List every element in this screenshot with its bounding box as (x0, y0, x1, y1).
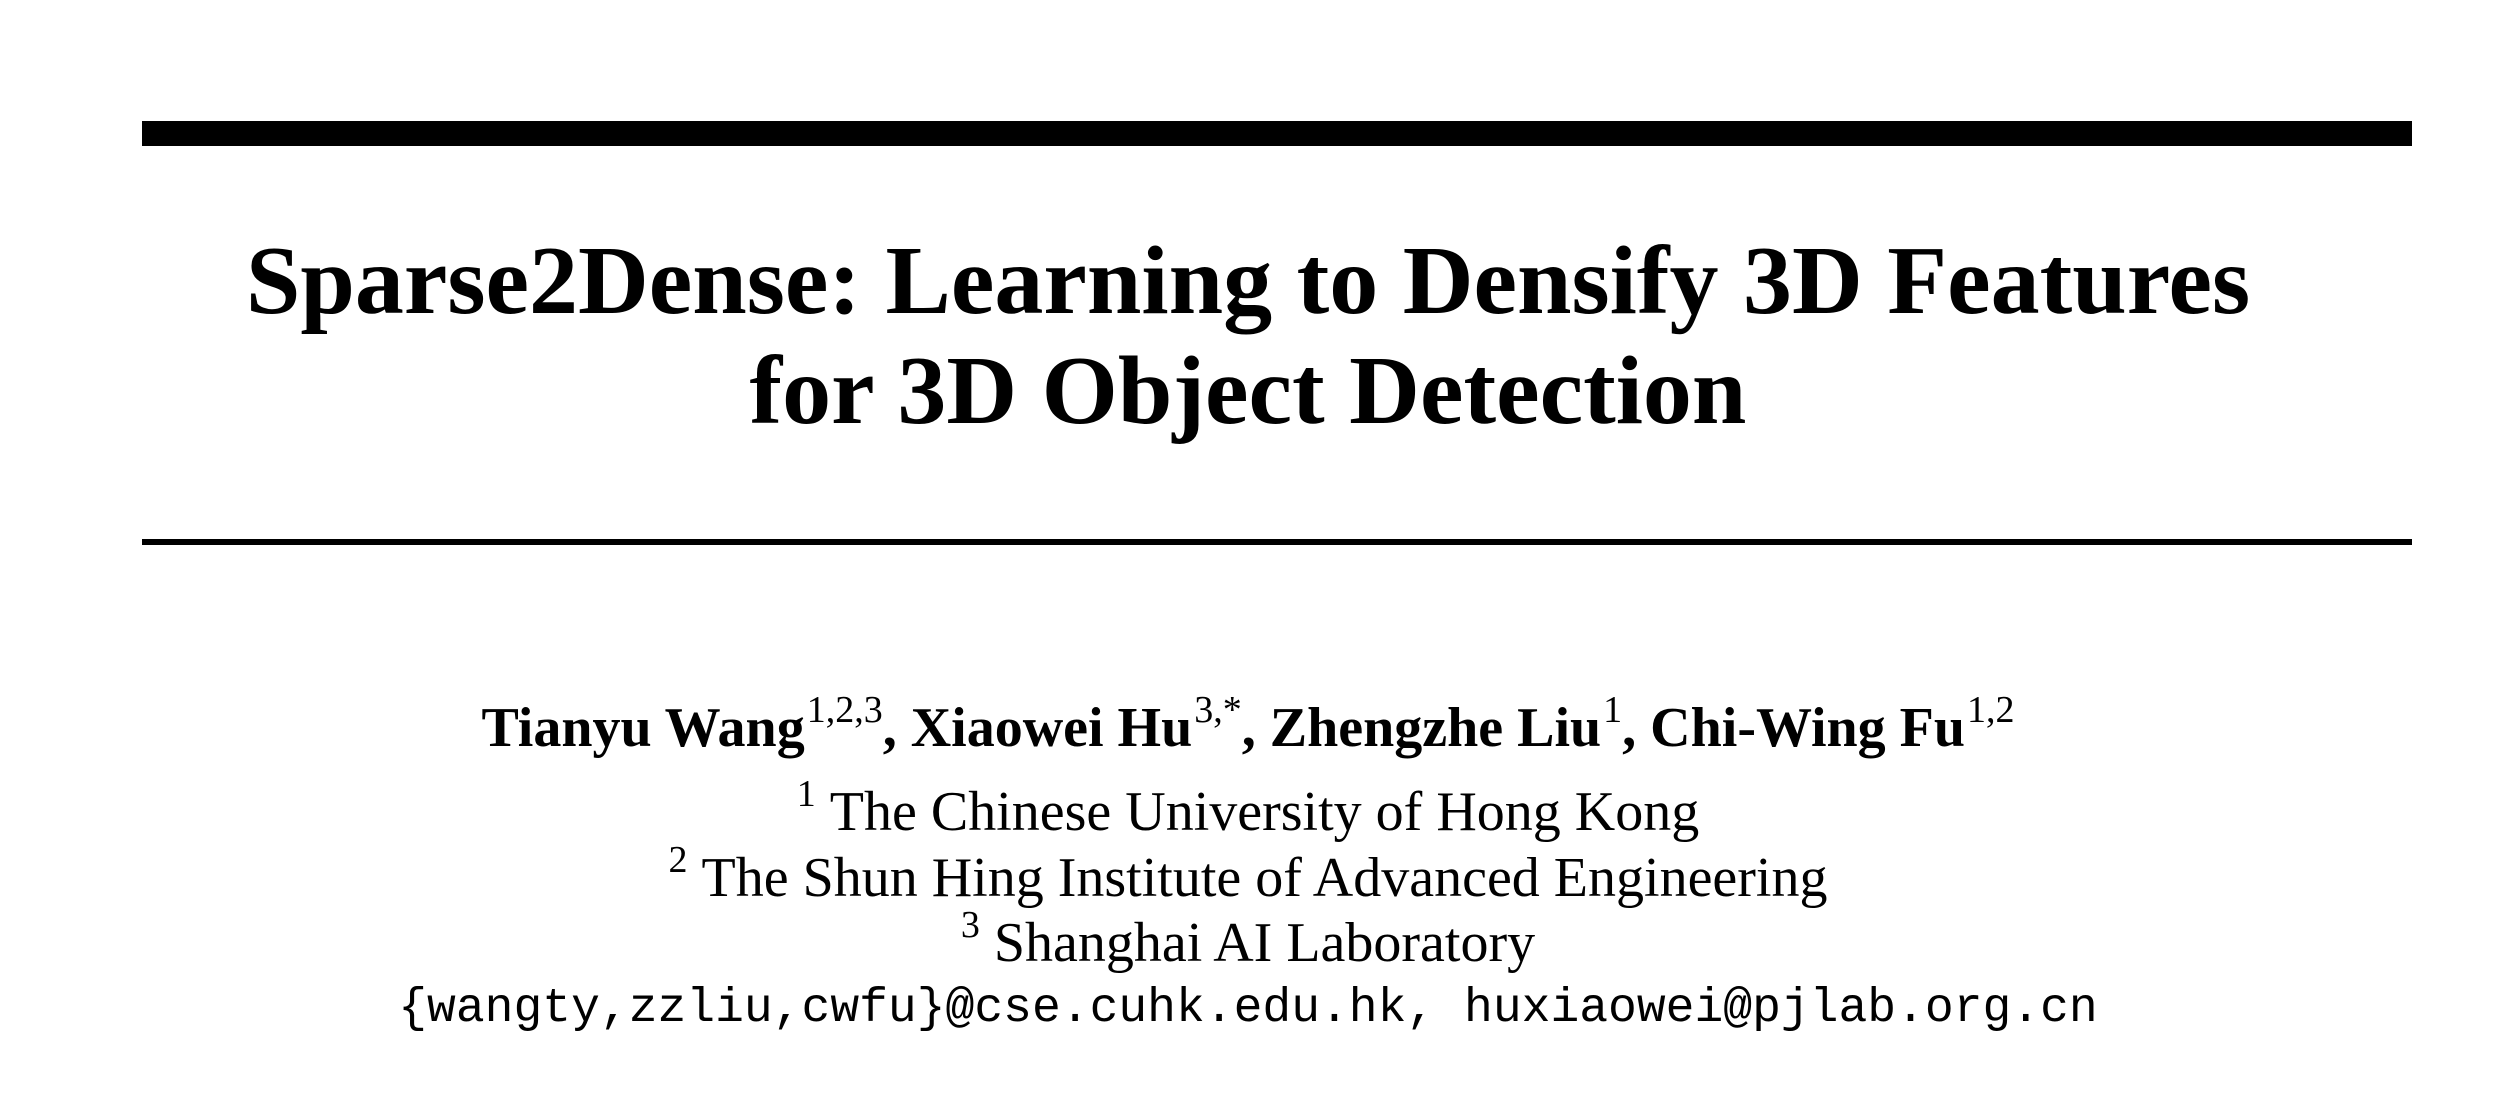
paper-title (0, 226, 2496, 446)
author-separator: , (882, 697, 911, 759)
author-name: Xiaowei Hu (910, 697, 1193, 759)
top-thick-rule (142, 121, 2412, 146)
affiliation-name: Shanghai AI Laboratory (993, 912, 1536, 974)
affiliation-mark: 3 (960, 904, 980, 947)
author-emails: {wangty,zzliu,cwfu}@cse.cuhk.edu.hk, huxiaowei@pjlab.org.cn (398, 982, 2098, 1036)
author-name: Chi-Wing Fu (1650, 697, 1966, 759)
title-bottom-rule (142, 539, 2412, 545)
affiliation-name: The Chinese University of Hong Kong (829, 781, 1700, 843)
author-affiliation-marks: 1 (1603, 689, 1623, 732)
affiliation-line (0, 839, 2496, 911)
author-name: Tianyu Wang (481, 697, 805, 759)
author-list (0, 689, 2496, 763)
author-separator: , (1241, 697, 1270, 759)
author-affiliation-marks: 1,2,3 (806, 689, 883, 732)
affiliation-name: The Shun Hing Institute of Advanced Engineering (701, 847, 1828, 909)
affiliation-line (0, 773, 2496, 845)
author-separator: , (1622, 697, 1651, 759)
paper-title-line-1: Sparse2Dense: Learning to Densify 3D Features (245, 227, 2251, 335)
author-affiliation-marks: 3,* (1194, 689, 1242, 732)
paper-title-line-2: for 3D Object Detection (749, 337, 1747, 445)
author-affiliation-marks: 1,2 (1967, 689, 2015, 732)
affiliation-mark: 2 (668, 839, 688, 882)
affiliation-line (0, 904, 2496, 976)
affiliation-mark: 1 (796, 773, 816, 816)
author-name: Zhengzhe Liu (1269, 697, 1602, 759)
